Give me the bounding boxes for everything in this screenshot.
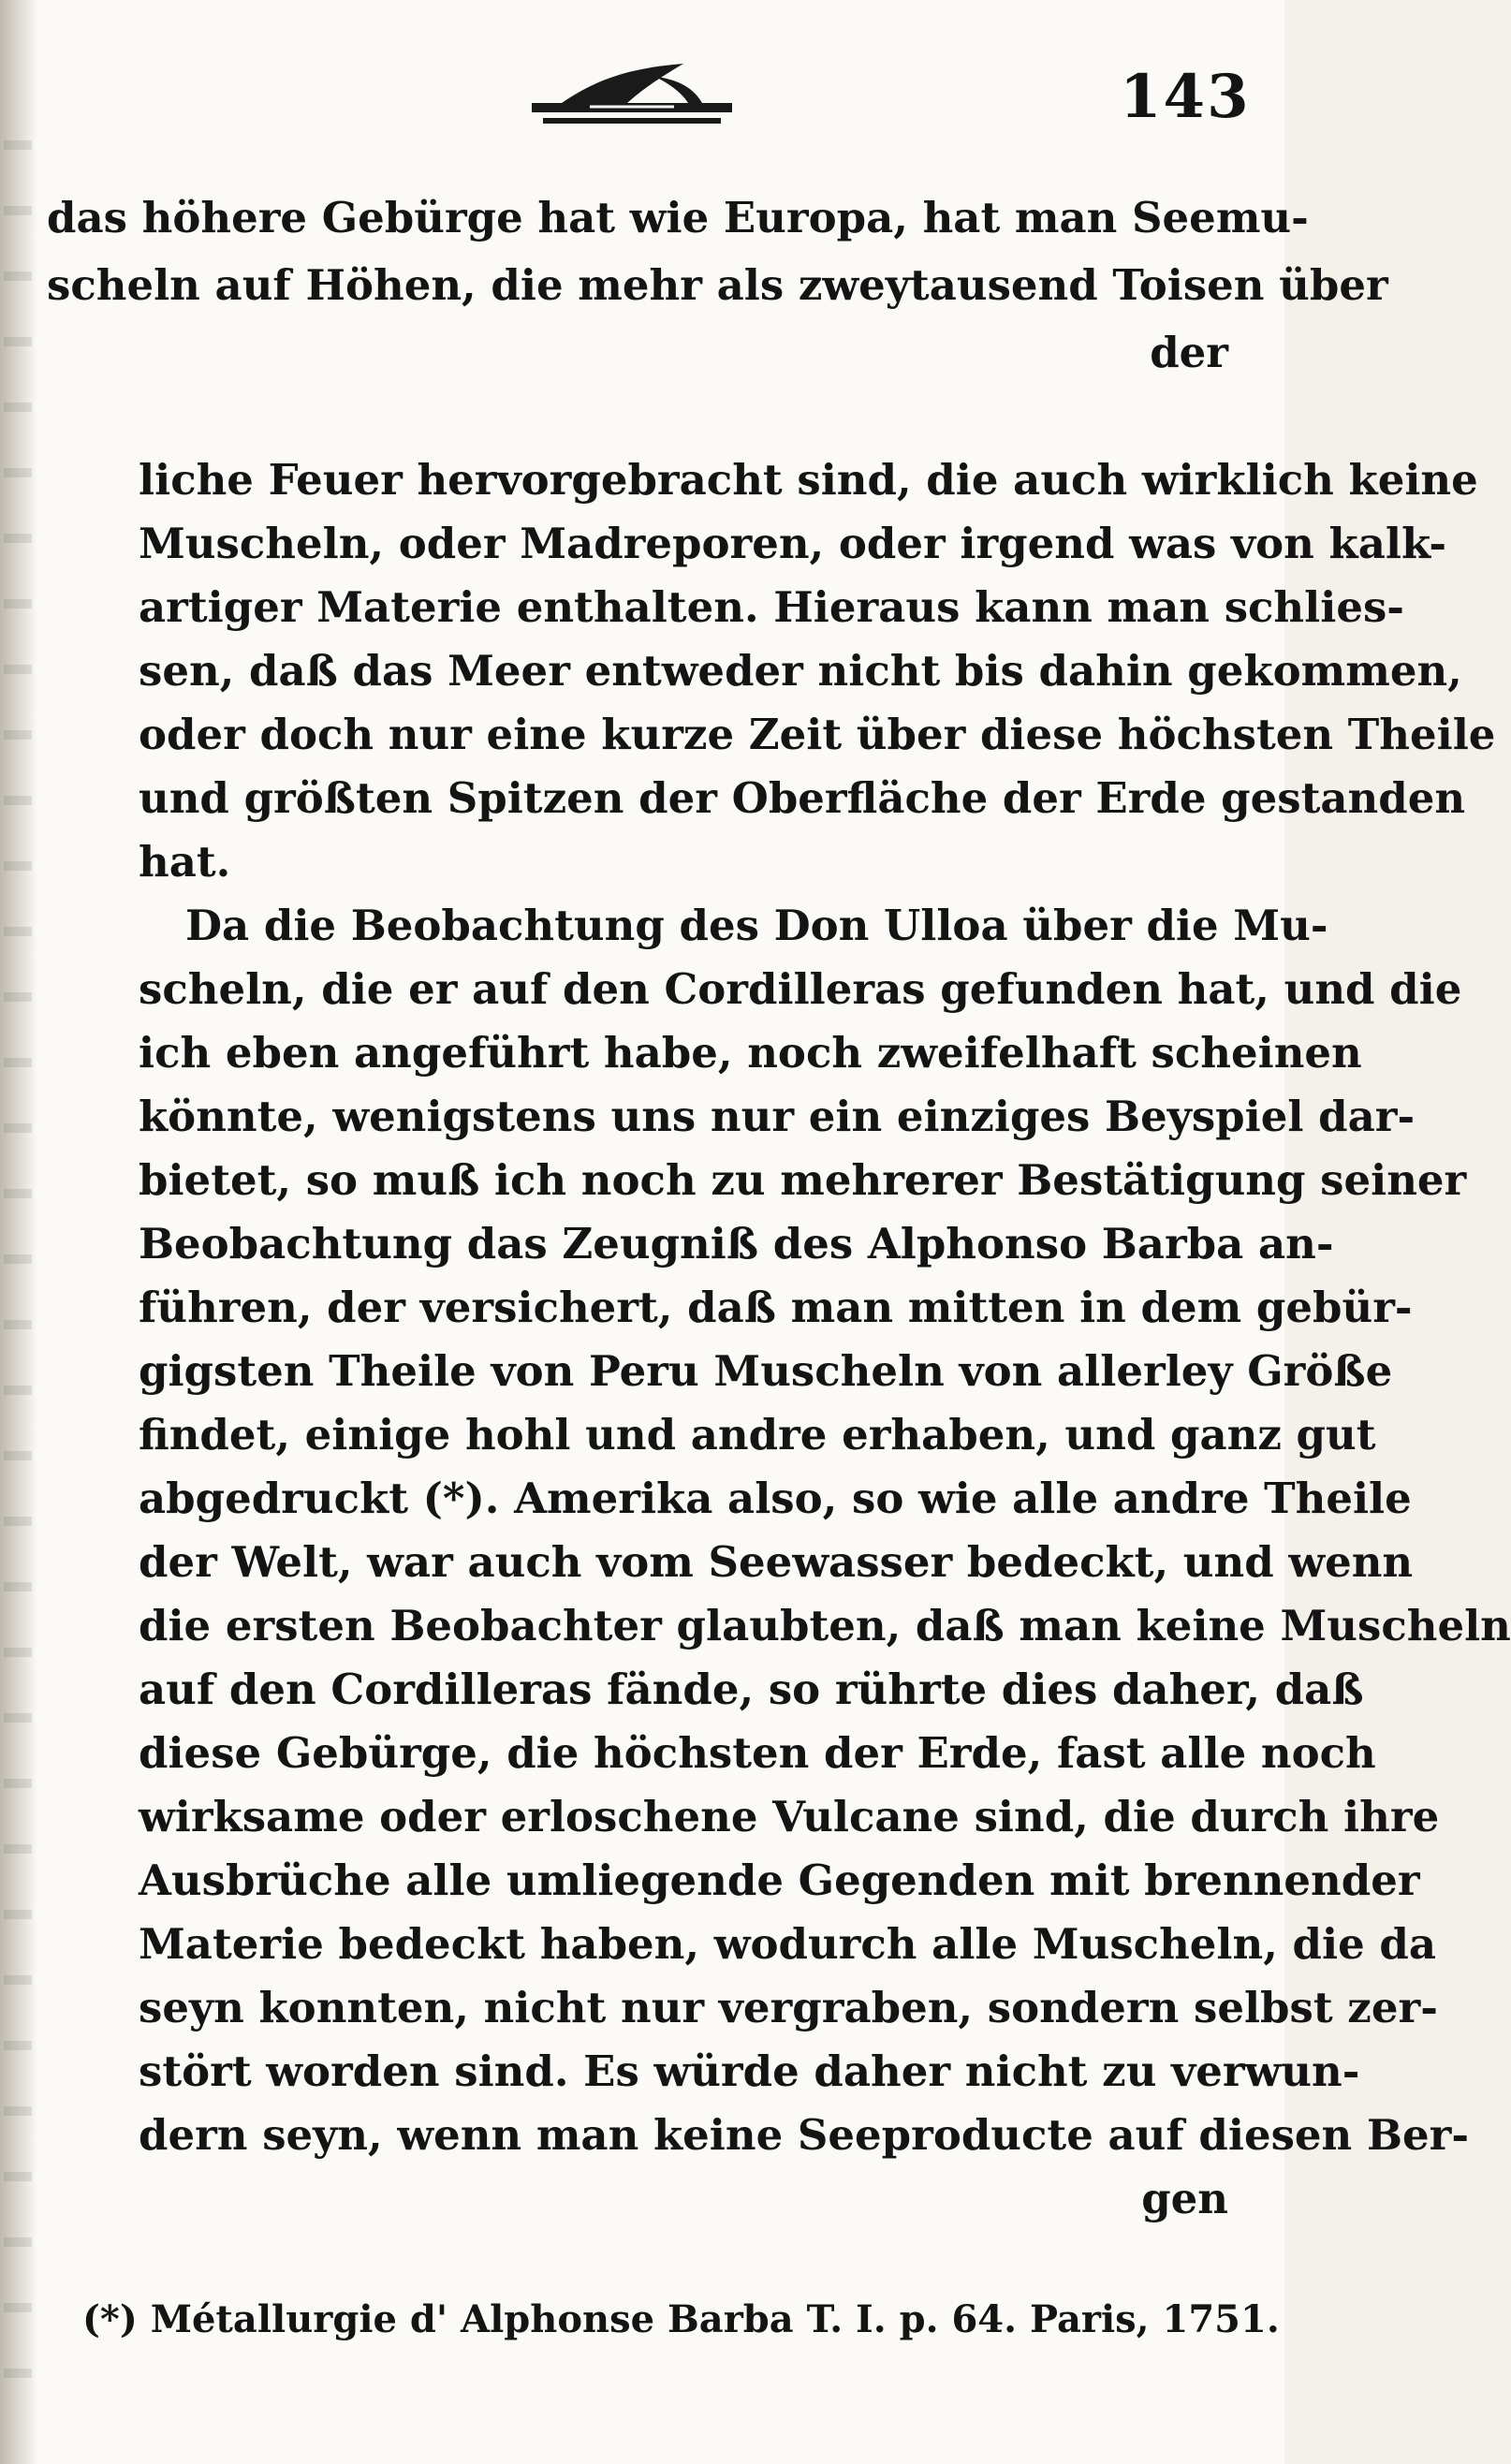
text-line: gigsten Theile von Peru Muscheln von allerley Größe [139, 1346, 1393, 1396]
text-line: scheln auf Höhen, die mehr als zweytausend Toisen über [47, 260, 1388, 310]
text-line: Da die Beobachtung des Don Ulloa über die Mu- [185, 901, 1328, 950]
text-line: der [1150, 328, 1228, 377]
text-line: und größten Spitzen der Oberfläche der Erde gestanden [139, 773, 1466, 823]
text-line: die ersten Beobachter glaubten, daß man keine Muscheln [139, 1601, 1511, 1650]
text-line: Beobachtung das Zeugniß des Alphonso Barba an- [139, 1219, 1334, 1269]
text-line: führen, der versichert, daß man mitten in dem gebür- [139, 1283, 1413, 1332]
text-line: sen, daß das Meer entweder nicht bis dahin gekommen, [139, 646, 1462, 696]
text-line: gen [1141, 2174, 1228, 2223]
text-line: oder doch nur eine kurze Zeit über diese höchsten Theile [139, 710, 1496, 759]
text-line: Muscheln, oder Madreporen, oder irgend was von kalk- [139, 519, 1447, 568]
text-line: artiger Materie enthalten. Hieraus kann man schlies- [139, 582, 1404, 632]
header-ornament [524, 58, 740, 131]
text-line: der Welt, war auch vom Seewasser bedeckt, und wenn [139, 1537, 1414, 1587]
text-line: das höhere Gebürge hat wie Europa, hat man Seemu- [47, 193, 1309, 242]
text-line: seyn konnten, nicht nur vergraben, sondern selbst zer- [139, 1983, 1438, 2032]
page-number: 143 [1120, 62, 1251, 132]
bleed-through-text [4, 140, 32, 2406]
text-line: Ausbrüche alle umliegende Gegenden mit brennender [139, 1855, 1420, 1905]
text-line: könnte, wenigstens uns nur ein einziges Beyspiel dar- [139, 1092, 1416, 1141]
text-line: hat. [139, 837, 231, 887]
text-line: auf den Cordilleras fände, so rührte dies daher, daß [139, 1665, 1364, 1714]
text-line: abgedruckt (*). Amerika also, so wie alle andre Theile [139, 1474, 1412, 1523]
text-line: bietet, so muß ich noch zu mehrerer Bestätigung seiner [139, 1155, 1467, 1205]
text-line: ich eben angeführt habe, noch zweifelhaft scheinen [139, 1028, 1362, 1078]
text-line: Materie bedeckt haben, wodurch alle Muscheln, die da [139, 1919, 1437, 1969]
text-line: dern seyn, wenn man keine Seeproducte auf diesen Ber- [139, 2110, 1469, 2160]
footnote: (*) Métallurgie d' Alphonse Barba T. I. p. 64. Paris, 1751. [82, 2297, 1280, 2341]
text-line: scheln, die er auf den Cordilleras gefunden hat, und die [139, 964, 1462, 1014]
text-line: liche Feuer hervorgebracht sind, die auch wirklich keine [139, 455, 1478, 505]
text-line: diese Gebürge, die höchsten der Erde, fast alle noch [139, 1728, 1376, 1778]
text-line: findet, einige hohl und andre erhaben, und ganz gut [139, 1410, 1376, 1459]
text-line: wirksame oder erloschene Vulcane sind, die durch ihre [139, 1792, 1440, 1841]
text-line: stört worden sind. Es würde daher nicht zu verwun- [139, 2046, 1360, 2096]
